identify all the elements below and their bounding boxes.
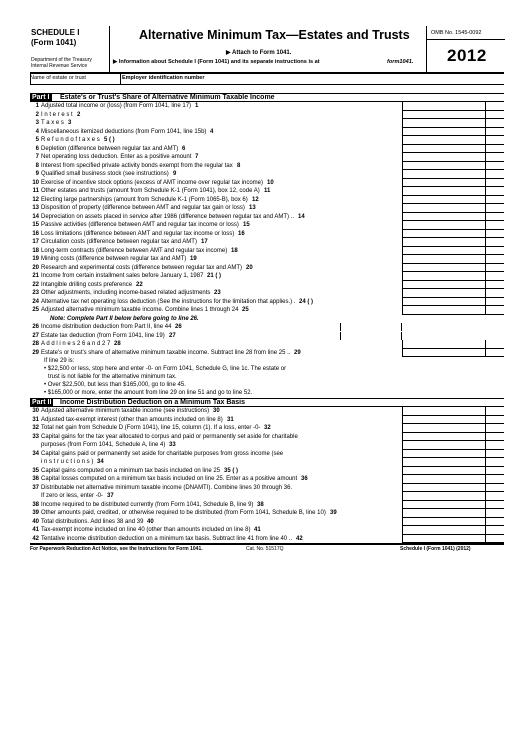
form-line-40 — [30, 518, 504, 527]
amount-field[interactable] — [402, 230, 504, 239]
line-description: A d d l i n e s 2 6 a n d 2 7 — [41, 341, 111, 347]
line-number: 24 — [32, 298, 39, 305]
line-number: 18 — [32, 247, 39, 254]
form-line-41 — [30, 526, 504, 535]
line-ref: 7 — [195, 154, 199, 160]
form-line-29 — [30, 349, 504, 358]
form-line-38 — [30, 501, 504, 510]
line-ref: 2 — [77, 111, 81, 118]
line-ref: 42 — [296, 535, 303, 542]
line-number: 35 — [32, 467, 39, 474]
line-ref: 40 — [147, 518, 154, 525]
form-number: (Form 1041) — [31, 38, 77, 47]
line-ref: 31 — [227, 416, 234, 423]
line-description: Circulation costs (difference between regular tax and AMT) — [41, 239, 197, 245]
line-description: I n t e r e s t — [41, 111, 73, 118]
amount-field[interactable] — [402, 187, 504, 196]
line-description: Interest from specified private activity bonds exempt from the regular tax — [41, 162, 233, 169]
omb-number: OMB No. 1545-0092 — [431, 30, 482, 36]
amount-field[interactable] — [402, 424, 504, 433]
line-ref: 23 — [214, 290, 221, 296]
line-ref: 18 — [231, 247, 238, 254]
amount-field[interactable] — [402, 450, 504, 459]
line-ref: 13 — [249, 205, 256, 211]
line-number: 41 — [32, 527, 39, 533]
line-number: 23 — [32, 290, 39, 296]
amount-field[interactable] — [402, 492, 504, 501]
line-description: Disposition of property (difference between AMT and regular tax gain or loss) — [41, 205, 245, 211]
line-number: 16 — [32, 230, 39, 237]
line-ref: 27 — [169, 332, 176, 339]
form-footer — [30, 543, 504, 553]
line-description: R e f u n d o f t a x e s — [41, 137, 100, 143]
line-number: 33 — [32, 433, 39, 440]
line-ref: 37 — [107, 493, 114, 499]
line-number: 9 — [35, 171, 39, 177]
line-description: Total distributions. Add lines 38 and 39 — [41, 518, 144, 525]
form-title: Alternative Minimum Tax—Estates and Trusts — [139, 28, 410, 42]
line-number: 32 — [32, 425, 39, 431]
form-line-18 — [30, 247, 504, 256]
line-ref: 11 — [264, 188, 271, 194]
line-number: 39 — [32, 510, 39, 516]
line-ref: 20 — [246, 264, 253, 271]
amount-field[interactable] — [402, 170, 504, 179]
form-line-4 — [30, 128, 504, 137]
paperwork-notice: For Paperwork Reduction Act Notice, see the Instructions for Form 1041. — [30, 546, 203, 552]
line-ref: 10 — [267, 179, 274, 186]
line-number: 6 — [35, 145, 39, 152]
form-line-24 — [30, 298, 504, 307]
amount-field[interactable] — [402, 467, 504, 476]
part-i-lines — [30, 102, 504, 315]
amount-field[interactable] — [402, 281, 504, 290]
form-line-39 — [30, 509, 504, 518]
amount-field[interactable] — [402, 213, 504, 222]
line-ref: 15 — [243, 222, 250, 228]
line-number: 34 — [32, 450, 39, 457]
footer-form-id: Schedule I (Form 1041) (2012) — [400, 546, 471, 552]
inline-amount-field[interactable] — [340, 323, 402, 331]
line-ref: 16 — [238, 230, 245, 237]
line-ref: 33 — [169, 442, 176, 448]
line-ref: 8 — [237, 162, 241, 169]
amount-field[interactable] — [402, 136, 504, 145]
line-number: 8 — [35, 162, 39, 169]
amount-field[interactable] — [402, 145, 504, 154]
form-line-11 — [30, 187, 504, 196]
amount-field[interactable] — [402, 518, 504, 527]
line-description: Other adjustments, including income-based related adjustments — [41, 290, 211, 296]
line-number: 30 — [32, 408, 39, 414]
line-ref: 29 — [294, 349, 301, 356]
line-description: Depletion (difference between regular tax and AMT) — [41, 145, 179, 152]
form-line-33 — [30, 433, 504, 442]
line-number: 40 — [32, 518, 39, 525]
inline-amount-field[interactable] — [340, 332, 402, 340]
form-line-2 — [30, 111, 504, 120]
form-line-20 — [30, 264, 504, 273]
line-number: 14 — [32, 213, 39, 220]
bullet-2: • Over $22,500, but less than $165,000, go to line 45. — [44, 382, 186, 388]
bullet-1: • $22,500 or less, stop here and enter -0- on Form 1041, Schedule G, line 1c. The estate or — [44, 366, 287, 372]
part-ii-header — [30, 398, 504, 407]
line-description: Mining costs (difference between regular tax and AMT) — [41, 256, 187, 262]
amount-field[interactable] — [402, 433, 504, 442]
line-ref: 4 — [210, 128, 214, 135]
amount-field[interactable] — [402, 306, 504, 315]
attach-note: ▶ Attach to Form 1041. — [226, 50, 292, 56]
line-ref: 1 — [195, 103, 199, 109]
line-description: Estate tax deduction (from Form 1041, line 19) — [41, 332, 165, 339]
part-ii-title: Income Distribution Deduction on a Minimum Tax Basis — [60, 399, 246, 406]
line-number: 12 — [32, 196, 39, 203]
line-ref: 39 — [330, 510, 337, 516]
form-line-34 — [30, 450, 504, 459]
line-ref: 34 — [97, 459, 104, 465]
amount-field[interactable] — [402, 153, 504, 162]
form-line-7 — [30, 153, 504, 162]
cat-number: Cat. No. 51517Q — [246, 546, 284, 552]
line-number: 20 — [32, 264, 39, 271]
line-ref: 26 — [175, 324, 182, 330]
line-number: 19 — [32, 256, 39, 262]
line-ref: 36 — [301, 476, 308, 482]
amount-field[interactable] — [402, 247, 504, 256]
line-description: Total net gain from Schedule D (Form 1041), line 15, column (1). If a loss, enter -0- — [41, 425, 261, 431]
line-number: 21 — [32, 273, 39, 279]
form-line-19 — [30, 255, 504, 264]
line-ref: 35 ( ) — [224, 467, 239, 474]
form-line-26 — [30, 323, 504, 332]
line-number: 11 — [32, 188, 39, 194]
form-line-cont — [30, 492, 504, 501]
line-number: 17 — [32, 239, 39, 245]
line-ref: 41 — [254, 527, 261, 533]
amount-field[interactable] — [402, 196, 504, 205]
part-i-label: Part I — [32, 94, 50, 101]
bullet-1-cont: trust is not liable for the alternative minimum tax. — [48, 374, 177, 380]
line-ref: 14 — [298, 213, 305, 220]
amount-field[interactable] — [402, 535, 504, 544]
line-number: 42 — [32, 535, 39, 542]
form-line-23 — [30, 289, 504, 298]
amount-field[interactable] — [402, 458, 504, 467]
line-ref: 17 — [201, 239, 208, 245]
amount-field[interactable] — [402, 111, 504, 120]
form-line-5 — [30, 136, 504, 145]
line-ref: 6 — [182, 145, 186, 152]
form-link[interactable]: form1041. — [387, 59, 414, 65]
form-line-32 — [30, 424, 504, 433]
line-number: 3 — [35, 120, 39, 126]
title-block — [110, 26, 426, 72]
form-line-21 — [30, 272, 504, 281]
line-description: Qualified small business stock (see instructions) — [41, 171, 169, 177]
form-line-6 — [30, 145, 504, 154]
line-description: Miscellaneous itemized deductions (from Form 1041, line 15b) — [41, 128, 207, 135]
line-ref: 32 — [264, 425, 271, 431]
line-description: Research and experimental costs (difference between regular tax and AMT) — [41, 264, 242, 271]
line-description: Alternative tax net operating loss deduction (See the instructions for the limitation that applies.) . — [41, 298, 296, 305]
form-line-9 — [30, 170, 504, 179]
line-description: Depreciation on assets placed in service after 1986 (difference between regular tax and AMT) .. — [41, 213, 295, 220]
line-description: Electing large partnerships (amount from Schedule K-1 (Form 1065-B), box 6) — [41, 196, 248, 203]
form-line-42 — [30, 535, 504, 544]
line-description: Net operating loss deduction. Enter as a positive amount — [41, 154, 192, 160]
line-description: Other estates and trusts (amount from Schedule K-1 (Form 1041), box 12, code A) — [41, 188, 260, 194]
line-number: 37 — [32, 484, 39, 491]
line-number: 31 — [32, 416, 39, 423]
line-number: 4 — [35, 128, 39, 135]
line-description: Adjusted alternative minimum taxable income (see instructions) — [41, 408, 210, 414]
info-note: ▶ Information about Schedule I (Form 1041) and its separate instructions is at — [113, 59, 320, 65]
line-ref: 38 — [257, 501, 264, 508]
line-ref: 21 ( ) — [207, 273, 222, 279]
line-number: 13 — [32, 205, 39, 211]
line-description: Exercise of incentive stock options (excess of AMT income over regular tax income) — [41, 179, 263, 186]
form-line-27 — [30, 332, 504, 341]
line-description: Income required to be distributed currently (from Form 1041, Schedule B, line 9) — [41, 501, 254, 508]
amount-field[interactable] — [402, 204, 504, 213]
form-line-cont — [30, 441, 504, 450]
form-line-1 — [30, 102, 504, 111]
amount-field[interactable] — [402, 526, 504, 535]
form-line-14 — [30, 213, 504, 222]
line-description: Tax-exempt income included on line 40 (other than amounts included on line 8) — [41, 527, 251, 533]
name-field[interactable]: Name of estate or trust — [30, 75, 86, 81]
line-description: Capital gains paid or permanently set aside for charitable purposes from gross income (see — [41, 450, 284, 457]
line-ref: 19 — [190, 256, 197, 262]
bullet-3: • $165,000 or more, enter the amount from line 29 on line 51 and go to line 52. — [44, 390, 253, 396]
omb-block — [426, 26, 504, 72]
amount-field[interactable] — [402, 484, 504, 493]
amount-field[interactable] — [402, 162, 504, 171]
amount-field[interactable] — [402, 416, 504, 425]
line-description: i n s t r u c t i o n s ) — [41, 459, 94, 465]
line-description: Distributable net alternative minimum taxable income (DNAMTI). Combine lines 30 through 36. — [41, 484, 293, 491]
amount-field[interactable] — [402, 221, 504, 230]
line-number: 1 — [35, 103, 39, 109]
line-description: Intangible drilling costs preference — [41, 281, 133, 288]
amount-field[interactable] — [402, 298, 504, 307]
line-description: Adjusted tax-exempt interest (other than amounts included on line 8) — [41, 416, 223, 423]
line-number: 26 — [32, 324, 39, 330]
form-line-28 — [30, 340, 504, 349]
line-ref: 9 — [173, 171, 177, 177]
line-description: Capital losses computed on a minimum tax basis included on line 25. Enter as a positive amount — [41, 476, 298, 482]
line-description: Adjusted alternative minimum taxable income. Combine lines 1 through 24 — [41, 307, 239, 313]
line-description: Capital gains computed on a minimum tax basis included on line 25 — [41, 467, 221, 474]
line-number: 10 — [32, 179, 39, 186]
line-number: 38 — [32, 501, 39, 508]
form-line-30 — [30, 407, 504, 416]
department-label: Department of the Treasury Internal Revenue Service — [31, 57, 92, 69]
form-line-17 — [30, 238, 504, 247]
amount-field[interactable] — [402, 272, 504, 281]
line-29-if: If line 29 is: — [44, 358, 75, 364]
line-number: 2 — [35, 111, 39, 118]
part-i-title: Estate's or Trust's Share of Alternative Minimum Taxable Income — [60, 94, 275, 101]
form-line-31 — [30, 416, 504, 425]
line-ref: 22 — [136, 281, 143, 288]
form-line-25 — [30, 306, 504, 315]
line-ref: 24 ( ) — [299, 298, 314, 305]
part-ii-lines — [30, 407, 504, 543]
form-header — [30, 26, 504, 74]
line-number: 25 — [32, 307, 39, 313]
name-row — [30, 74, 504, 85]
amount-field[interactable] — [402, 407, 504, 416]
line-ref: 25 — [242, 307, 249, 313]
schedule-i-form — [30, 26, 504, 553]
line-description: Tentative income distribution deduction on a minimum tax basis. Subtract line 41 from line 40 .. — [41, 535, 293, 542]
line-description: Long-term contracts (difference between AMT and regular tax income) — [41, 247, 228, 254]
part-i-header — [30, 93, 504, 102]
amount-field[interactable] — [402, 475, 504, 484]
line-number: 29 — [32, 349, 39, 356]
amount-field[interactable] — [402, 264, 504, 273]
amount-field[interactable] — [402, 501, 504, 510]
form-id-block — [30, 26, 110, 72]
line-description: Income from certain installment sales before January 1, 1987 — [41, 273, 204, 279]
tax-year: 2012 — [447, 46, 487, 65]
amount-field[interactable] — [402, 349, 504, 358]
amount-field[interactable] — [402, 238, 504, 247]
line-description: purposes (from Form 1041, Schedule A, line 4) — [41, 442, 166, 448]
line-29-instructions — [30, 357, 504, 397]
part-ii-label: Part II — [32, 399, 52, 406]
amount-field[interactable] — [402, 179, 504, 188]
part-i-lines-2 — [30, 323, 504, 357]
line-number: 5 — [35, 137, 39, 143]
line-number: 15 — [32, 222, 39, 228]
amount-field[interactable] — [402, 128, 504, 137]
amount-field[interactable] — [402, 289, 504, 298]
form-line-15 — [30, 221, 504, 230]
line-number: 28 — [32, 341, 39, 347]
line-description: Estate's or trust's share of alternative minimum taxable income. Subtract line 28 from line 25 .. — [41, 349, 291, 356]
line-description: Income distribution deduction from Part II, line 44 — [41, 324, 172, 330]
line-description: If zero or less, enter -0- — [41, 493, 104, 499]
amount-field[interactable] — [402, 509, 504, 518]
line-ref: 28 — [114, 341, 121, 347]
amount-field[interactable] — [402, 340, 504, 349]
form-line-16 — [30, 230, 504, 239]
form-line-12 — [30, 196, 504, 205]
form-line-13 — [30, 204, 504, 213]
form-line-36 — [30, 475, 504, 484]
line-number: 27 — [32, 332, 39, 339]
line-number: 7 — [35, 154, 39, 160]
line-description: Adjusted total income or (loss) (from Form 1041, line 17) — [41, 103, 192, 109]
form-line-37 — [30, 484, 504, 493]
form-line-8 — [30, 162, 504, 171]
line-description: T a x e s — [41, 120, 64, 126]
line-ref: 3 — [68, 120, 72, 126]
line-ref: 5 ( ) — [104, 137, 115, 143]
line-description: Capital gains for the tax year allocated to corpus and paid or permanently set aside for charitable — [41, 433, 298, 440]
amount-field[interactable] — [402, 255, 504, 264]
ein-field[interactable]: Employer identification number — [122, 75, 205, 81]
amount-field[interactable] — [402, 441, 504, 450]
amount-field[interactable] — [402, 102, 504, 111]
line-number: 36 — [32, 476, 39, 482]
line-description: Other amounts paid, credited, or otherwise required to be distributed (from Form 1041, Schedule B, line 10) — [41, 510, 326, 516]
form-line-22 — [30, 281, 504, 290]
form-line-35 — [30, 467, 504, 476]
form-line-10 — [30, 179, 504, 188]
line-description: Passive activities (difference between AMT and regular tax income or loss) — [41, 222, 239, 228]
amount-field[interactable] — [402, 119, 504, 128]
line-ref: 30 — [213, 408, 220, 414]
form-line-3 — [30, 119, 504, 128]
schedule-label: SCHEDULE I — [31, 28, 80, 37]
part-i-note: Note: Complete Part II below before going to line 26. — [50, 315, 199, 322]
form-line-cont — [30, 458, 504, 467]
line-ref: 12 — [252, 196, 259, 203]
line-description: Loss limitations (difference between AMT and regular tax income or loss) — [41, 230, 235, 237]
line-number: 22 — [32, 281, 39, 288]
